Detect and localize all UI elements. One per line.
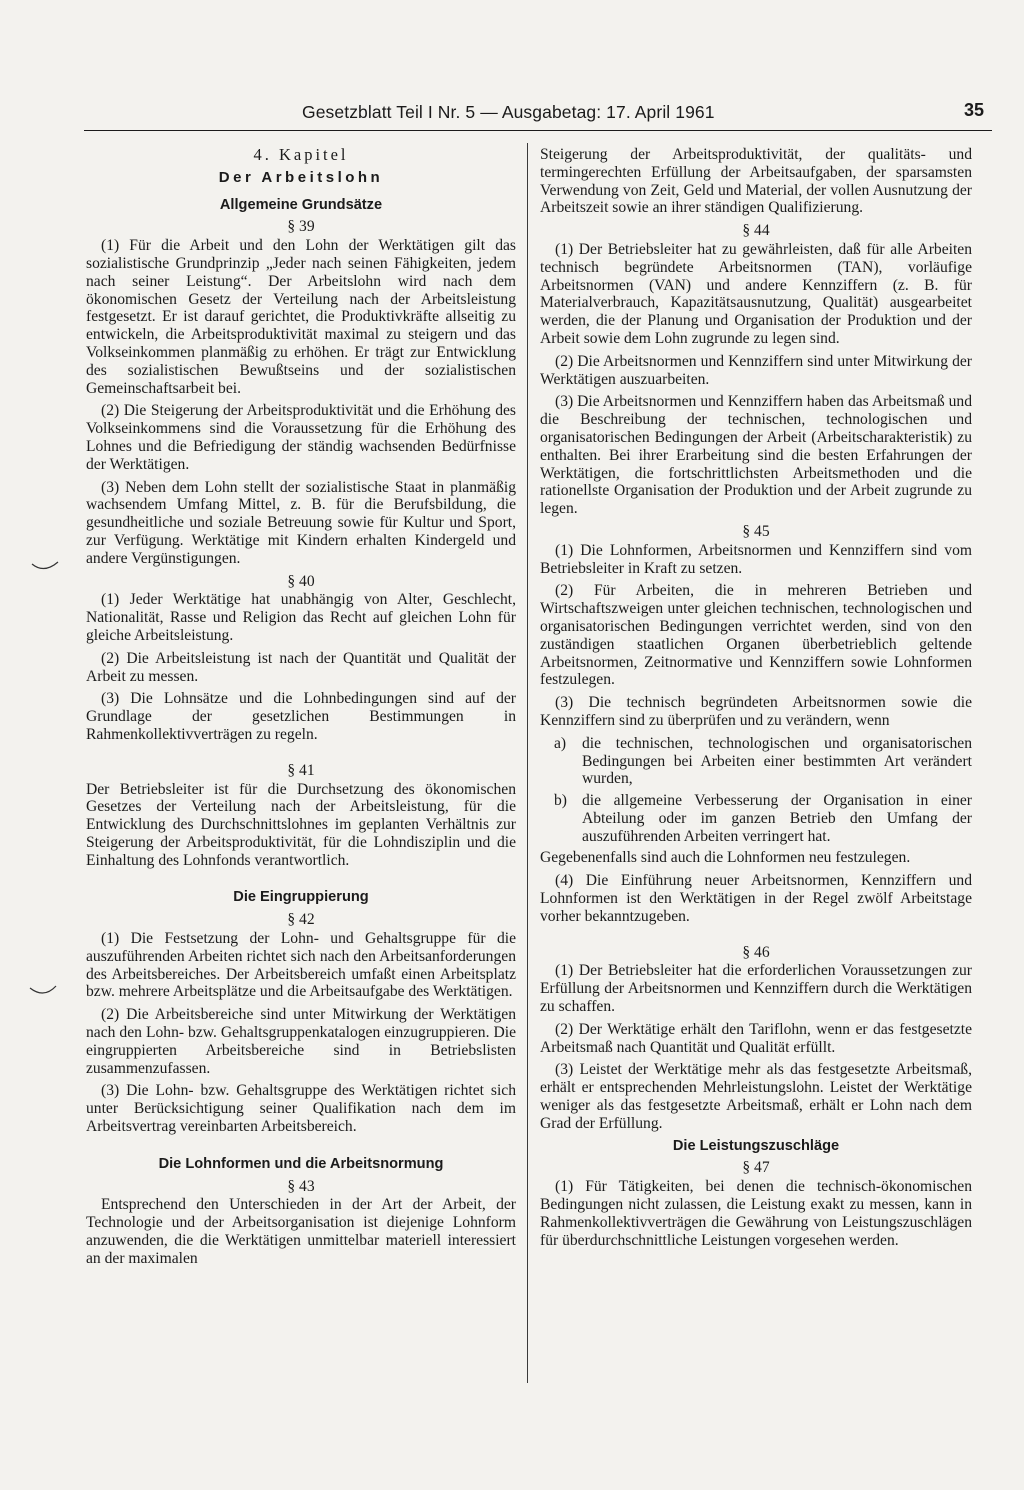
paragraph-number: § 47 (742, 1159, 770, 1177)
paragraph-number: § 39 (287, 218, 315, 236)
paragraph-text: (4) Die Einführung neuer Arbeitsnormen, Kennziffern und Lohnformen ist den Werktätigen in der Regel zwölf Arbeitstage vorher bekanntzugeben. (540, 872, 972, 925)
paragraph-text: (1) Die Lohnformen, Arbeitsnormen und Kennziffern sind vom Betriebsleiter in Kraft zu setzen. (540, 541, 972, 577)
paragraph-text: Der Betriebsleiter ist für die Durchsetzung des ökonomischen Gesetzes der Verteilung nach der Arbeitsleistung, für die Entwicklung des Durchschnittslohnes im geplanten Verhältnis zur Steigerung der Arbeitsproduktivität, für die Lohndisziplin und die Einhaltung des Lohnfonds verantwortlich. (86, 780, 516, 869)
paragraph-text: (2) Die Arbeitsleistung ist nach der Quantität und Qualität der Arbeit zu messen. (86, 649, 516, 685)
paragraph-number: § 41 (287, 761, 315, 779)
right-column (540, 146, 972, 1254)
paragraph-text: (2) Die Arbeitsnormen und Kennziffern sind unter Mitwirkung der Werktätigen auszuarbeiten. (540, 352, 972, 388)
paragraph-text: (2) Die Arbeitsbereiche sind unter Mitwirkung der Werktätigen nach den Lohn- bzw. Gehaltsgruppenkatalogen einzugruppieren. Die eingruppierten Arbeitsbereiche sind in Betriebslisten zusammenzufassen. (86, 1006, 516, 1077)
paragraph-text: (1) Für Tätigkeiten, bei denen die technisch-ökonomischen Bedingungen nicht zulassen, die Leistung exakt zu messen, kann in Rahmenkollektivverträgen die Gewährung von Leistungszuschlägen für überdurchschnittliche Leistungen vorgesehen werden. (540, 1178, 972, 1249)
paragraph-text: (1) Für die Arbeit und den Lohn der Werktätigen gilt das sozialistische Grundprinzip „Jeder nach seinen Fähigkeiten, jedem nach seiner Leistung“. Der Arbeitslohn wird nach dem ökonomischen Gesetz der Verteilung nach der Arbeitsleistung festgesetzt. Er ist darauf gerichtet, die Produktivkräfte allseitig zu entwickeln, die Arbeitsproduktivität maximal zu steigern und das Volkseinkommen planmäßig zu erhöhen. Er trägt zur Entwicklung des sozialistischen Bewußtseins und der sozialistischen Gemeinschaftsarbeit bei. (86, 237, 516, 397)
paragraph-text: (3) Die Lohnsätze und die Lohnbedingungen sind auf der Grundlage der gesetzlichen Bestimmungen in Rahmenkollektivverträgen zu regeln. (86, 690, 516, 743)
paragraph-text: (3) Die Arbeitsnormen und Kennziffern haben das Arbeitsmaß und die Beschreibung der technischen, technologischen und organisatorischen Bedingungen der Arbeit (Arbeitscharakteristik) zu enthalten. Bei ihrer Erarbeitung sind die besten Erfahrungen der Werktätigen, die fortschrittlichsten Arbeitsmethoden und die rationellste Organisation der Produktion und der Arbeit zugrunde zu legen. (540, 393, 972, 518)
column-divider (527, 143, 528, 1383)
page-number: 35 (963, 100, 984, 120)
list-marker: b) (554, 792, 567, 810)
paragraph-number: § 46 (742, 943, 770, 961)
margin-mark (28, 985, 58, 999)
paragraph-number: § 42 (287, 911, 315, 929)
paragraph-text: (1) Der Betriebsleiter hat die erforderlichen Voraussetzungen zur Erfüllung der Arbeitsnormen und Kennziffern durch die Werktätigen zu schaffen. (540, 962, 972, 1016)
margin-mark (30, 560, 60, 574)
section-heading: Die Leistungszuschläge (672, 1137, 840, 1154)
paragraph-text: (2) Für Arbeiten, die in mehreren Betrieben und Wirtschaftszweigen unter gleichen technischen, technologischen und organisatorischen Bedingungen verrichtet werden, sind von den zuständigen staatlichen Organen überbetrieblich geltende Arbeitsnormen, Zeitnormative und Kennziffern sowie Lohnformen festzulegen. (540, 582, 972, 689)
list-item (540, 792, 972, 845)
paragraph-text: Entsprechend den Unterschieden in der Art der Arbeit, der Technologie und der Arbeitsorganisation ist diejenige Lohnform anzuwenden, die die Werktätigen unmittelbar materiell interessiert an der maximalen (86, 1196, 516, 1267)
paragraph-text: Steigerung der Arbeitsproduktivität, der qualitäts- und termingerechten Erfüllung der Arbeitsaufgaben, der sparsamsten Verwendung von Zeit, Geld und Material, der vollen Ausnutzung der Arbeitszeit sowie an ihrer ständigen Qualifizierung. (540, 146, 972, 217)
list-item (540, 735, 972, 788)
list-text: die technischen, technologischen und organisatorischen Bedingungen bei Arbeiten einer bestimmten Art verändert wurden, (582, 734, 972, 788)
paragraph-number: § 43 (287, 1177, 315, 1195)
paragraph-text: (3) Die technisch begründeten Arbeitsnormen sowie die Kennziffern sind zu überprüfen und zu verändern, wenn (540, 694, 972, 729)
section-heading: Allgemeine Grundsätze (219, 196, 383, 213)
paragraph-text: (1) Die Festsetzung der Lohn- und Gehaltsgruppe für die auszuführenden Arbeiten richtet sich nach den Arbeitsanforderungen des Arbeitsbereiches. Der Arbeitsbereich umfaßt einen Arbeitsplatz bzw. mehrere Arbeitsplätze und die Arbeitsaufgabe des Werktätigen. (86, 930, 516, 1001)
chapter-number: 4. Kapitel (253, 145, 349, 164)
paragraph-number: § 40 (287, 572, 315, 590)
section-heading: Die Lohnformen und die Arbeitsnormung (158, 1155, 444, 1172)
chapter-title: Der Arbeitslohn (218, 168, 384, 186)
paragraph-text: Gegebenenfalls sind auch die Lohnformen neu festzulegen. (540, 849, 911, 867)
left-column (86, 146, 516, 1273)
paragraph-text: (1) Der Betriebsleiter hat zu gewährleisten, daß für alle Arbeiten technisch begründete Arbeitsnormen (TAN), vorläufige Arbeitsnormen (VAN) und andere Kennziffern (z. B. für Materialverbrauch, Kapazitätsausnutzung, Qualität) ausgearbeitet werden, die der Planung und Organisation der Produktion und der Arbeit sowie dem Lohn zugrunde zu legen sind. (540, 240, 972, 347)
paragraph-text: (3) Neben dem Lohn stellt der sozialistische Staat in planmäßig wachsendem Umfang Mittel, z. B. für die Berufsbildung, die gesundheitliche und soziale Betreuung sowie für Kultur und Sport, zur Verfügung. Werktätige mit Kindern erhalten Kindergeld und andere Vergünstigungen. (86, 478, 516, 567)
page-header (84, 100, 992, 131)
paragraph-text: (2) Die Steigerung der Arbeitsproduktivität und die Erhöhung des Volkseinkommens sind die Voraussetzung für die Erhöhung des Lohnes und die Befriedigung der ständig wachsenden Bedürfnisse der Werktätigen. (86, 402, 516, 473)
header-title: Gesetzblatt Teil I Nr. 5 — Ausgabetag: 17. April 1961 (302, 102, 715, 122)
paragraph-text: (3) Leistet der Werktätige mehr als das festgesetzte Arbeitsmaß, erhält er entsprechenden Mehrleistungslohn. Leistet der Werktätige weniger als das festgesetzte Arbeitsmaß, erhält er Lohn nach dem Grad der Erfüllung. (540, 1061, 972, 1132)
section-heading: Die Eingruppierung (233, 889, 369, 906)
paragraph-number: § 45 (742, 522, 770, 540)
paragraph-text: (1) Jeder Werktätige hat unabhängig von Alter, Geschlecht, Nationalität, Rasse und Religion das Recht auf gleichen Lohn für gleiche Arbeitsleistung. (86, 591, 516, 644)
paragraph-text: (2) Der Werktätige erhält den Tariflohn, wenn er das festgesetzte Arbeitsmaß nach Quantität und Qualität erfüllt. (540, 1020, 972, 1056)
paragraph-number: § 44 (742, 222, 770, 240)
list-marker: a) (554, 734, 567, 752)
paragraph-text: (3) Die Lohn- bzw. Gehaltsgruppe des Werktätigen richtet sich unter Berücksichtigung seiner Qualifikation nach dem im Arbeitsvertrag vereinbarten Arbeitsbereich. (86, 1082, 516, 1136)
list-text: die allgemeine Verbesserung der Organisation in einer Abteilung oder im ganzen Betrieb den Umfang der auszuführenden Arbeiten verringert hat. (582, 792, 972, 845)
